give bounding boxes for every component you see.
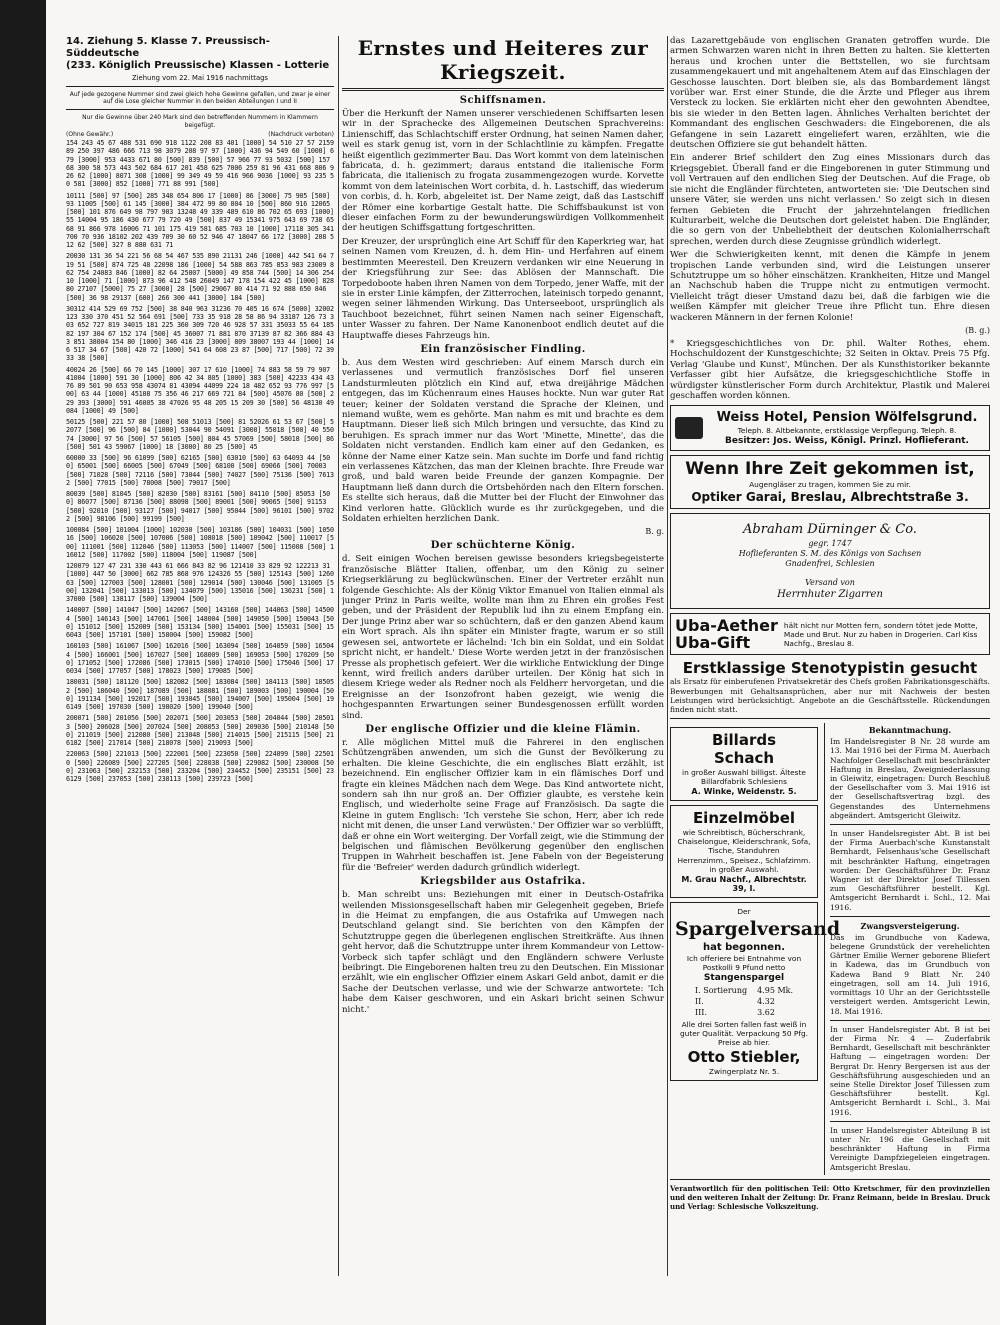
optiker-subtitle: Augengläser zu tragen, kommen Sie zu mir. bbox=[749, 480, 911, 490]
lottery-numbers: 154 243 45 67 488 531 690 918 1122 208 83 401 [1000] 54 510 27 57 2159 89 250 397 486 666 713 98 3079 208 97 97 [1000] 436 94 549 60 [1000] 679 [3000] 953 4433 671 80 [500] 839 [500] 57 966 77 93 5032 [500] 157 68 300 58 573 443 502 684 617 201 458 625 7006 259 81 96 431 668 806 926 62 [1000] 8071 308 [1000] 99 349 49 59 416 966 9036 [1000] 93 235 50 581 [3000] 852 [1000] 771 88 991 [500] bbox=[66, 139, 334, 189]
duerninger-line: Hoflieferanten S. M. des Königs von Sachsen bbox=[738, 549, 922, 559]
billard-title: Billards bbox=[711, 731, 777, 750]
lottery-numbers: 180031 [500] 181120 [500] 182082 [500] 183084 [500] 184113 [500] 185052 [500] 186040 [500] 187089 [500] 188081 [500] 189003 [500] 190004 [500] 191134 [500] 192017 [500] 193045 [500] 194007 [500] 195004 [500] 196149 [500] 197030 [500] 198020 [500] 199040 [500] bbox=[66, 678, 334, 712]
moebel-title: Einzelmöbel bbox=[692, 809, 796, 828]
hotel-ad bbox=[670, 405, 990, 451]
optiker-ad bbox=[670, 455, 990, 509]
lottery-numbers: 50125 [500] 221 57 80 [1000] 508 51013 [500] 81 52026 61 53 67 [500] 52077 [500] 96 [500] 84 [1000] 53044 90 54091 [3000] 55018 [500] 40 55074 [3000] 97 56 [500] 57 56105 [500] 804 45 57069 [500] 58018 [500] 86 [500] 501 43 59067 [1000] 18 [3000] 80 25 [500] 45 bbox=[66, 418, 334, 451]
spargel-ad bbox=[670, 902, 841, 1081]
lower-ads bbox=[670, 723, 990, 1175]
article-paragraph: Wer die Schwierigkeiten kennt, mit denen die Kämpfe in jenem tropischen Lande verbunden sind, wird die Leistungen unserer Schutztruppe um so höher einschätzen. Krankheiten, Hitze und Mangel an Nachschub haben die Truppe nicht zu entmutigen vermocht. Vielleicht trägt dieser Umstand dazu bei, daß die farbigen wie die weißen Kämpfer mit gleicher Treue ihre Pflicht tun. Ehre diesen wackeren Männern in der fernen Kolonie! bbox=[670, 250, 990, 323]
lottery-column bbox=[66, 36, 334, 1286]
article-paragraph: Über die Herkunft der Namen unserer verschiedenen Schiffsarten lesen wir in der Sprachecke des Allgemeinen Deutschen Sprachvereins: Linienschiff, das Schlachtschiff erster Ordnung, hat seinen Namen daher, weil es stark genug ist, vorn in der Schlachtlinie zu kämpfen. Fregatte heißt eigentlich gezimmerter Bau. Das Wort kommt von dem lateinischen fabricata, d. h. gezimmert; daraus entstand die italienische Form fabricata, die italienisch zu frogata zusammengezogen wurde. Korvette kommt von dem lateinischen Wort corbita, d. h. Lastschiff, das wiederum von corbis, d. h. Korb, abgeleitet ist. Der Name zeigt, daß das Lastschiff der Römer eine korbartige Gestalt hatte. Die Schiffsbaukunst ist von dieser einfachen Form zu der bewunderungswürdigen Vollkommenheit der heutigen Schiffsgattung fortgeschritten. bbox=[342, 109, 664, 234]
lottery-note: Auf jede gezogene Nummer sind zwei gleich hohe Gewinne gefallen, und zwar je einer auf die Lose gleicher Nummer in den beiden Abteilungen I und II bbox=[69, 91, 331, 106]
section-title: Schiffsnamen. bbox=[459, 95, 547, 106]
lottery-numbers: 80039 [500] 81045 [500] 82030 [500] 83161 [500] 84110 [500] 85053 [500] 86077 [500] 87136 [500] 88098 [500] 89001 [500] 90065 [500] 91153 [500] 92010 [500] 93127 [500] 94017 [500] 95044 [500] 96101 [500] 97022 [500] 98106 [500] 99199 [500] bbox=[66, 490, 334, 523]
article-paragraph: r. Alle möglichen Mittel muß die Fahrerei in den englischen Schützengräben anwenden, um sich die Gunst der Bevölkerung zu erhalten. Die kleine Geschichte, die ein englisches Blatt erzählt, ist bezeichnend. Ein englischer Offizier kam in ein flämisches Dorf und fragte ein kleines Mädchen nach dem Wege. Das Kind antwortete nicht, sondern sah ihn nur groß an. Der Offizier glaubte, es verstehe kein Englisch, und wiederholte seine Frage auf Französisch. Da sagte die Kleine in gutem Englisch: 'Ich verstehe Sie schon, Herr, aber ich rede nicht mit denen, die unser Land verwüsten.' Der Offizier war so verblüfft, daß er ohne ein Wort weiterging. Der Vorfall zeigt, wie die Stimmung der belgischen und flämischen Bevölkerung gegenüber den englischen Truppen in Wahrheit beschaffen ist. Jene Fabeln von der Begeisterung für die 'Befreier' werden dadurch gründlich widerlegt. bbox=[342, 737, 664, 873]
spargel-price: 4.95 Mk. bbox=[757, 986, 794, 996]
article-signature: B. g. bbox=[645, 527, 664, 537]
section-title: Ein französischer Findling. bbox=[420, 343, 586, 355]
uba-ad bbox=[670, 613, 990, 655]
spargel-text: Ich offeriere bei Entnahme von Postkolli 9 Pfund netto bbox=[686, 954, 802, 973]
spargel-grade: III. bbox=[694, 1008, 707, 1018]
spargel-pre: Der bbox=[737, 907, 751, 917]
register-entry: In unser Handelsregister Abteilung B ist unter Nr. 196 die Gesellschaft mit beschränkter Haftung in Firma Vereinigte Dampfziegeleien eingetragen. Amtsgericht Breslau. bbox=[830, 1125, 990, 1172]
ads-column bbox=[670, 36, 990, 1281]
steno-title: Erstklassige Stenotypistin gesucht bbox=[682, 659, 978, 678]
spargel-note: Alle drei Sorten fallen fast weiß in guter Qualität. Verpackung 50 Pfg. Preise ab hier. bbox=[679, 1020, 809, 1048]
lottery-numbers: 10111 [500] 97 [500] 285 348 654 806 17 [1000] 86 [3000] 75 905 [500] 93 11005 [500] 61 145 [3000] 384 472 99 80 804 10 [500] 860 916 12065 [500] 101 876 649 98 797 903 13248 49 339 489 610 86 702 65 693 [1000] 55 14004 95 186 430 677 79 720 49 [500] 837 49 15341 975 643 69 738 65 68 91 866 978 16006 71 101 175 419 581 685 703 10 [1000] 17118 305 341 700 70 936 18102 202 439 709 30 60 52 946 47 18047 66 172 [3000] 208 512 62 [500] 327 8 880 631 71 bbox=[66, 191, 334, 250]
lottery-numbers: 160103 [500] 161067 [500] 162016 [500] 163094 [500] 164059 [500] 165044 [500] 166001 [500] 167027 [500] 168009 [500] 169053 [500] 170209 [500] 171052 [500] 172086 [500] 173015 [500] 174010 [500] 175046 [500] 176034 [500] 177057 [500] 178023 [500] 179085 [500] bbox=[66, 642, 334, 676]
duerninger-ad bbox=[670, 513, 990, 609]
moebel-name: M. Grau Nachf., Albrechtstr. 39, I. bbox=[681, 875, 807, 894]
article-paragraph: d. Seit einigen Wochen bereisen gewisse besonders kriegsbegeisterte französische Blätter Italien, offenbar, um den König zu seiner Kriegserklärung zu beglückwünschen. Einer der Vertreter erzählt nun folgende Geschichte: Als der König Viktor Emanuel von Italien einmal als junger Prinz in Paris weilte, wollte man ihm zu Ehren ein großes Fest geben, und der Präsident der Republik lud ihn zu einem Empfang ein. Der junge Prinz aber war so schüchtern, daß er den ganzen Abend kaum ein Wort sprach. Als ihn später ein Minister fragte, warum er so still gewesen sei, antwortete er lächelnd: 'Ich bin ein Soldat, und ein Soldat spricht nicht, er handelt.' Diese Worte werden jetzt in der französischen Presse als prophetisch gefeiert. Wer die wirkliche Entwicklung der Dinge kennt, wird freilich anders darüber urteilen. Der König hat sich in diesem Kriege weder als Redner noch als Feldherr hervorgetan, und die Ereignisse an der Isonzofront haben gezeigt, wie wenig die hochgespannten Erwartungen seiner Bundesgenossen erfüllt worden sind. bbox=[342, 554, 664, 721]
spargel-sub: hat begonnen. bbox=[702, 942, 786, 954]
lottery-numbers: 140007 [500] 141047 [500] 142067 [500] 143160 [500] 144063 [500] 145004 [500] 146143 [500] 147061 [500] 148004 [500] 149050 [500] 150043 [500] 151012 [500] 152009 [500] 153134 [500] 154001 [500] 155031 [500] 156043 [500] 157101 [500] 158004 [500] 159082 [500] bbox=[66, 606, 334, 640]
spargel-price: 4.32 bbox=[757, 997, 775, 1007]
column-rule bbox=[667, 36, 668, 1276]
article-paragraph: das Lazarettgebäude von englischen Granaten getroffen wurde. Die armen Schwarzen waren nicht in ihren Betten zu halten. Sie kletterten heraus und krochen unter die Bettstellen, wo sie furchtsam zusammengekauert und mit angehaltenem Atem auf das Einschlagen der Geschosse lauschten. Dort bleiben sie, als das Bombardement längst vorüber war. Erst einer Stunde, die die Ärzte und Pfleger aus ihrem Versteck zu locken. Sie erklärten nicht eher den gewohnten Abendtee, bis sie wieder in den Betten lagen. Ähnliches Verhalten berichtet der Kommandant des englischen Geschwaders: die Eingeborenen, die als Gefangene in sein Lazarett eingeliefert waren, erzählten, wie die deutschen Offiziere sie gut behandelt hätten. bbox=[670, 36, 990, 151]
imprint-footer: Verantwortlich für den politischen Teil: Otto Kretschmer, für den provinziellen und den weiteren Inhalt der Zeitung: Dr. Franz Reimann, beide in Breslau. Druck und Verlag: Schlesische Volkszeitung. bbox=[670, 1183, 990, 1212]
moebel-ad bbox=[670, 805, 818, 898]
spargel-grade: II. bbox=[694, 997, 704, 1007]
duerninger-year: gegr. 1747 bbox=[808, 539, 852, 549]
lottery-numbers: 20030 131 36 54 221 56 68 54 467 535 890 21131 246 [1000] 442 541 64 719 51 [500] 874 725 48 22098 186 [1000] 54 588 863 785 853 983 23009 862 754 24083 846 [1000] 82 64 25007 [5000] 49 858 744 [500] 14 306 25410 [1000] 71 [1000] 873 96 412 548 26049 147 178 154 422 45 [1000] 828 80 27107 [5000] 75 27 [3000] 28 [500] 29067 80 414 71 92 888 650 846 [500] 36 98 29137 [600] 266 300 441 [3000] 184 [500] bbox=[66, 252, 334, 302]
spargel-place: Zwingerplatz Nr. 5. bbox=[708, 1067, 780, 1077]
lottery-date: Ziehung vom 22. Mai 1916 nachmittags bbox=[132, 74, 268, 82]
article-paragraph: b. Man schreibt uns: Beziehungen mit einer in Deutsch-Ostafrika weilenden Missionsgesellschaft haben mir Gelegenheit gegeben, Briefe in die Heimat zu empfangen, die aus Ostafrika auf Umwegen nach Deutschland gelangt sind. Sie berichten von den Kämpfen der Schutztruppe gegen die überlegenen englischen Streitkräfte. Aus ihnen geht hervor, daß die Schutztruppe unter ihrem Kommandeur von Lettow-Vorbeck sich tapfer schlägt und den Engländern schwere Verluste beibringt. Die Eingeborenen halten treu zu den Deutschen. Ein Missionar erzählt, wie ein englischer Offizier einem Askari Geld anbot, damit er die Sache der Deutschen verlasse, und wie der Schwarze antwortete: 'Ich habe dem Kaiser geschworen, und ein Askari bricht seinen Schwur nicht.' bbox=[342, 890, 664, 1015]
lottery-numbers: 120079 127 47 231 330 443 61 666 843 82 96 121410 33 829 92 122213 31 [1000] 447 50 [3000] 662 785 868 976 124326 55 [500] 125143 [500] 126063 [500] 127003 [500] 128001 [500] 129014 [500] 130046 [500] 131005 [500] 132041 [500] 133013 [500] 134079 [500] 135016 [500] 136231 [500] 137000 [500] 138117 [500] 139004 [500] bbox=[66, 562, 334, 604]
lottery-subtitle: (233. Königlich Preussische) Klassen - Lotterie bbox=[66, 60, 330, 71]
lottery-title: 14. Ziehung 5. Klasse 7. Preussisch-Süddeutsche bbox=[66, 36, 270, 59]
article-paragraph: Ein anderer Brief schildert den Zug eines Missionars durch das Kriegsgebiet. Überall fand er die Eingeborenen in guter Stimmung und voll Vertrauen auf den endlichen Sieg der Deutschen. Auf die Frage, ob sie nicht die Engländer fürchteten, antworteten sie: 'Die Deutschen sind unsere Väter, sie werden uns nicht verlassen.' So zeigt sich in diesen fernen Gebieten die Frucht der jahrzehntelangen friedlichen Kulturarbeit, welche die Deutschen dort geleistet haben. Die Engländer, die so gern von der Unbeliebtheit der deutschen Kolonialherrschaft sprechen, werden durch diese Zeugnisse gründlich widerlegt. bbox=[670, 153, 990, 247]
article-column bbox=[342, 36, 664, 1281]
uba-gift: Uba-Gift bbox=[675, 633, 751, 653]
register-heading: Bekanntmachung. bbox=[868, 725, 952, 736]
section-title: Der schüchterne König. bbox=[430, 540, 576, 552]
hotel-line: Teleph. 8. Altbekannte, erstklassige Verpflegung. Teleph. 8. bbox=[737, 426, 957, 436]
hotel-name: Weiss Hotel, Pension Wölfelsgrund. bbox=[716, 410, 978, 426]
duerninger-name: Abraham Dürninger & Co. bbox=[743, 522, 917, 538]
lottery-note-2: Nur die Gewinne über 240 Mark sind den betreffenden Nummern in Klammern beigefügt. bbox=[82, 114, 318, 129]
uba-aether: Uba-Aether bbox=[675, 616, 778, 636]
billard-name: A. Winke, Weidenstr. 5. bbox=[691, 787, 797, 797]
uba-text: hält nicht nur Motten fern, sondern tötet jede Motte, Made und Brut. Nur zu haben in Drogerien. Carl Kiss Nachfg., Breslau 8. bbox=[783, 620, 978, 648]
lottery-numbers: 100084 [500] 101004 [1000] 102030 [500] 103186 [500] 104031 [500] 105016 [500] 106020 [500] 107006 [500] 108018 [500] 109042 [500] 110017 [500] 111001 [500] 112046 [500] 113053 [500] 114007 [500] 115008 [500] 116012 [500] 117002 [500] 118004 [500] 119087 [500] bbox=[66, 526, 334, 559]
duerninger-place: Gnadenfrei, Schlesien bbox=[785, 559, 875, 569]
article-paragraph: b. Aus dem Westen wird geschrieben: Auf einem Marsch durch ein verlassenes und vermutlich französisches Dorf fiel unseren Landsturmleuten plötzlich ein Kind auf, etwa dreijährige Mädchen entgegen, das im Küchenraum eines Hauses hockte. Nun war guter Rat teuer; keiner der Soldaten verstand die Sprache der Kleinen, und niemand wußte, wem es gehörte. Man nahm es mit und brachte es dem Hauptmann. Dieser ließ sich Milch bringen und versuchte, das Kind zu beruhigen. Es sprach immer nur das Wort 'Minette, Minette', das die Soldaten nicht verstanden. Endlich kam einer auf den Gedanken, es könne der Name einer Katze sein. Man suchte im Dorfe und fand richtig ein verlassenes Kätzchen, das man der Kleinen brachte. Ihre Freude war groß, und bald waren beide Freunde der ganzen Kompagnie. Der Hauptmann ließ dann durch die Ortsbehörden nach den Eltern forschen. Es stellte sich heraus, daß die Mutter bei der Flucht der Einwohner das Kind verloren hatte. Glücklich wurde es ihr zurückgegeben, und die Soldaten erhielten herzlichen Dank. bbox=[342, 357, 664, 525]
lottery-numbers: 40024 26 [500] 66 70 145 [1000] 307 17 610 [1000] 74 883 58 59 79 907 41004 [1000] 591 30 [1000] 806 42 34 805 [1000] 383 [500] 42233 434 43 76 89 501 90 653 958 43074 81 43094 44099 224 18 482 652 93 776 997 [500] 63 44 [1000] 45108 75 356 46 217 669 721 84 [500] 45076 80 [500] 229 393 [3000] 591 46005 38 47026 95 48 205 15 209 30 [500] 56 48130 49084 [1000] 49 [500] bbox=[66, 365, 334, 415]
lottery-numbers: 30312 414 529 69 752 [500] 38 840 963 31236 70 405 16 674 [5000] 32002 123 330 370 451 52 564 691 [500] 733 35 918 28 58 86 94 33187 126 73 303 652 727 819 34015 181 225 360 309 720 46 928 57 331 35033 55 64 185 82 197 304 67 152 174 [500] 45 36007 71 881 870 37139 87 82 366 884 433 851 38004 154 80 [1000] 346 416 23 [3000] 809 38007 193 44 [1000] 146 517 34 67 [500] 420 72 [1000] 541 64 608 23 87 [500] 717 [500] 72 39 33 38 [500] bbox=[66, 304, 334, 363]
optiker-title: Wenn Ihre Zeit gekommen ist, bbox=[685, 459, 975, 480]
hotel-owner: Besitzer: Jos. Weiss, Königl. Prinzl. Hoflieferant. bbox=[725, 436, 969, 447]
register-heading: Zwangsversteigerung. bbox=[860, 920, 960, 931]
steno-ad bbox=[670, 659, 990, 714]
hotel-logo-icon bbox=[675, 417, 703, 439]
billard-ad bbox=[670, 727, 818, 801]
spargel-title: Spargelversand bbox=[675, 918, 841, 941]
lottery-guarantee: (Ohne Gewähr.) bbox=[66, 130, 114, 138]
lottery-numbers: 200071 [500] 201056 [500] 202071 [500] 203053 [500] 204044 [500] 205013 [500] 206028 [500] 207024 [500] 208053 [500] 209036 [500] 210148 [500] 211019 [500] 212080 [500] 213048 [500] 214015 [500] 215115 [500] 216182 [500] 217014 [500] 218078 [500] 219093 [500] bbox=[66, 714, 334, 748]
optiker-name: Optiker Garai, Breslau, Albrechtstraße 3. bbox=[691, 490, 969, 505]
register-entry: Das im Grundbuche von Kadewa, belegene Grundstück der verehelichten Gärtner Emilie Werner geborene Bliefert in Kadewa, das im Grundbuch von Kadewa Band 9 Blatt Nr. 240 eingetragen, soll am 14. Juli 1916, vormittags 10 Uhr an der Gerichtsstelle versteigert werden. Amtsgericht Lewin, 18. Mai 1916. bbox=[830, 932, 990, 1016]
article-signature: (B. g.) bbox=[965, 325, 990, 335]
spargel-list: Stangenspargel bbox=[703, 973, 785, 984]
lottery-reprint: (Nachdruck verboten) bbox=[268, 130, 334, 138]
lottery-numbers: 220063 [500] 221013 [500] 222001 [500] 223050 [500] 224099 [500] 225010 [500] 226089 [500] 227205 [500] 228038 [500] 229082 [500] 230008 [500] 231063 [500] 232153 [500] 233204 [500] 234452 [500] 235151 [500] 236129 [500] 237053 [500] 238113 [500] 239723 [500] bbox=[66, 750, 334, 784]
spargel-price-row bbox=[691, 1008, 797, 1017]
section-title: Kriegsbilder aus Ostafrika. bbox=[420, 876, 586, 888]
spargel-grade: I. Sortierung bbox=[694, 986, 748, 996]
billard-text: in großer Auswahl billigst. Älteste Billardfabrik Schlesiens bbox=[682, 768, 806, 787]
moebel-text: wie Schreibtisch, Bücherschrank, Chaiselongue, Kleiderschrank, Sofa, Tische, Standuhren bbox=[677, 828, 811, 856]
duerninger-ship: Versand von bbox=[805, 578, 855, 588]
spargel-price-table bbox=[689, 984, 799, 1019]
article-main-title: Ernstes und Heiteres zur Kriegszeit. bbox=[357, 36, 649, 84]
article-paragraph: Der Kreuzer, der ursprünglich eine Art Schiff für den Kaperkrieg war, hat seinen Namen vom Kreuzen, d. h. dem Hin- und Herfahren auf einem bestimmten Meeresteil. Den Kreuzern verdanken wir eine Neuerung in der Kriegsführung zur See: das Ablösen der Mannschaft. Die Torpedoboote haben ihren Namen von dem Torpedo, jener Waffe, mit der sie in erster Linie kämpfen, der Zitterrochen, lateinisch torpedo genannt, wegen seiner lähmenden Wirkung. Das Unterseeboot, ursprünglich als Tauchboot bezeichnet, führt seinen Namen nach seiner Eigenschaft, unter Wasser zu fahren. Der Name Kanonenboot endlich deutet auf die Hauptwaffe dieses Fahrzeugs hin. bbox=[342, 236, 664, 341]
scan-border bbox=[0, 0, 46, 1325]
schach-title: Schach bbox=[713, 749, 775, 768]
steno-text: als Ersatz für einberufenen Privatsekretär des Chefs großen Fabrikationsgeschäfts. Bewerbungen mit Gehaltsansprüchen, aber nur mit Nachweis der besten Leistungen wird berücksichtigt. Angebote an die Geschäftsstelle. Rückendungen finden nicht statt. bbox=[670, 677, 990, 715]
moebel-sub: Herrenzimm., Speisez., Schlafzimm. in großer Auswahl. bbox=[677, 856, 811, 875]
register-entry: In unser Handelsregister Abt. B ist bei der Firma Auerbach'sche Kunstanstalt Bernhardt, Felsenhaus'sche Gesellschaft mit beschränkter Haftung, eingetragen worden: Der Geschäftsführer Dr. Franz Wagner ist der Direktor Josef Tillessen zum Geschäftsführer bestellt. Kgl. Amtsgericht Bernhardt i. Schl., 12. Mai 1916. bbox=[830, 829, 990, 912]
lottery-numbers: 60000 33 [500] 96 61099 [500] 62165 [500] 63010 [500] 63 64093 44 [500] 65001 [500] 66005 [500] 67049 [500] 68100 [500] 69066 [500] 70003 [500] 71028 [500] 72116 [500] 73044 [500] 74027 [500] 75136 [500] 76132 [500] 77015 [500] 78008 [500] 79017 [500] bbox=[66, 454, 334, 487]
spargel-name: Otto Stiebler, bbox=[687, 1048, 801, 1067]
spargel-price: 3.62 bbox=[757, 1008, 775, 1018]
duerninger-product: Herrnhuter Zigarren bbox=[777, 589, 883, 601]
register-entry: In unser Handelsregister Abt. B ist bei der Firma Nr. 4 — Zuderfabrik Bernhardt, Gesellschaft mit beschränkter Haftung — eingetragen worden: Der Bergrat Dr. Henry Bergersen ist aus der Geschäftsführung ausgeschieden und an seine Stelle Direktor Josef Tillessen zum Geschäftsführer bestellt. Kgl. Amtsgericht Bernhardt i. Schl., 3. Mai 1916. bbox=[830, 1024, 990, 1117]
spargel-price-row bbox=[691, 986, 797, 995]
spargel-price-row bbox=[691, 997, 797, 1006]
section-title: Der englische Offizier und die kleine Flämin. bbox=[365, 723, 641, 735]
register-entry: Im Handelsregister B Nr. 28 wurde am 13. Mai 1916 bei der Firma M. Auerbach Nachfolger Gesellschaft mit beschränkter Haftung in Breslau, Zweigniederlassung in Gleiwitz, eingetragen: Durch Beschluß der Gesellschafter vom 3. Mai 1916 ist der Gesellschaftsvertrag bzgl. des Gegenstandes des Unternehmens abgeändert. Amtsgericht Gleiwitz. bbox=[830, 737, 990, 820]
column-rule bbox=[338, 36, 339, 1276]
book-note: * Kriegsgeschichtliches von Dr. phil. Walter Rothes, ehem. Hochschuldozent der Kunstgeschichte; 32 Seiten in Oktav. Preis 75 Pfg. Verlag 'Glaube und Kunst', München. Der als Kunsthistoriker bekannte Verfasser gibt hier Aufsätze, die kriegsgeschichtliche Stoffe in würdigster künstlerischer Form durch Architektur, Plastik und Malerei geschaffen worden können. bbox=[670, 338, 990, 401]
